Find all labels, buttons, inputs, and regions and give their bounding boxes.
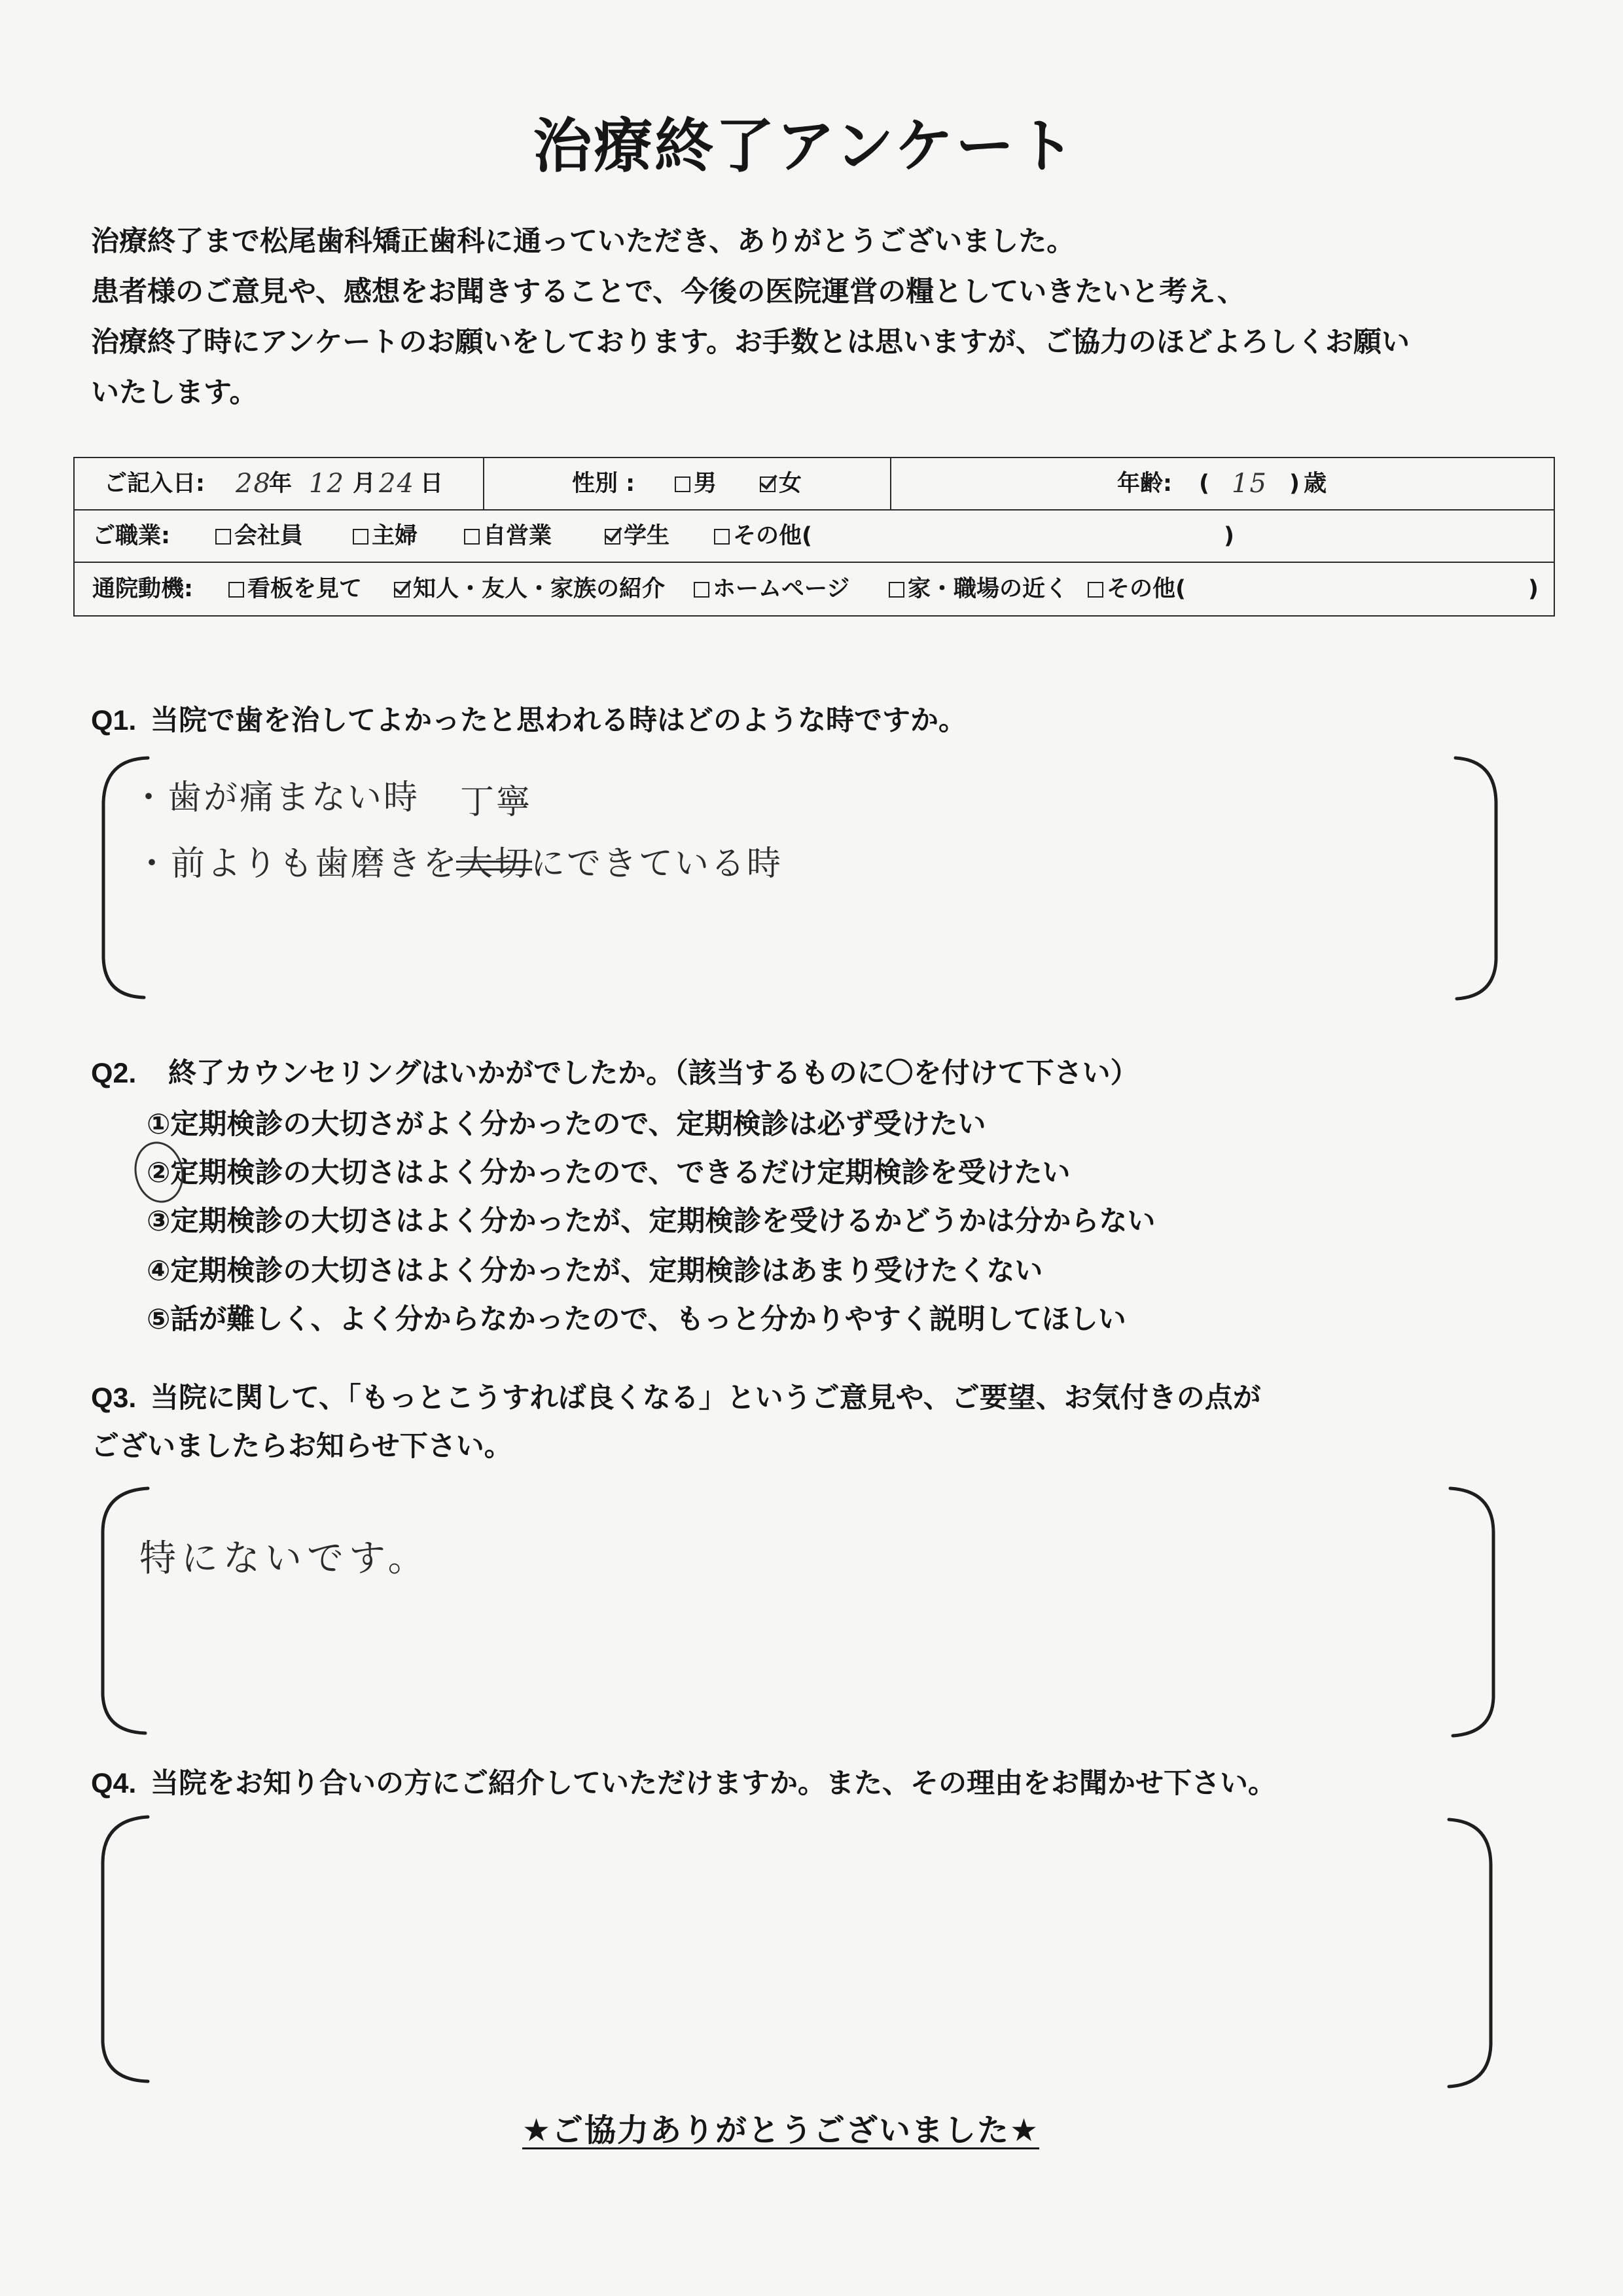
q2-label: Q2. [91, 1058, 137, 1089]
intro-paragraph [91, 217, 1410, 418]
q2-option-4[interactable] [147, 1254, 1043, 1288]
age-close-paren: ) [1289, 471, 1300, 497]
q3-label: Q3. [91, 1382, 137, 1414]
homemaker-checkbox[interactable] [353, 529, 368, 545]
motive-option-referral[interactable] [394, 563, 665, 615]
occupation-option-homemaker[interactable] [353, 511, 418, 562]
q1-heading [91, 704, 967, 738]
gender-option-female[interactable] [760, 458, 802, 509]
q3-heading [91, 1381, 1261, 1415]
occupation-option-self-employed[interactable] [464, 511, 552, 562]
patient-info-table [73, 457, 1555, 617]
row-occupation [75, 511, 1554, 563]
male-label: 男 [694, 471, 717, 497]
motive-option-near-home-work[interactable] [889, 563, 1068, 615]
struck-out-word: 大切 [459, 844, 531, 884]
student-checkbox[interactable] [605, 529, 620, 545]
q2-option-4-text: 定期検診の大切さはよく分かったが、定期検診はあまり受けたくない [170, 1255, 1043, 1287]
q2-option-5-marker[interactable]: ⑤ [147, 1303, 171, 1336]
occupation-other-close-paren: ) [1224, 523, 1234, 549]
signboard-label: 看板を見て [247, 576, 363, 602]
q1-answer-line-1: ・歯が痛まない時 [132, 778, 420, 817]
gender-cell [483, 458, 890, 509]
student-label: 学生 [624, 523, 670, 549]
self-employed-checkbox[interactable] [464, 529, 480, 545]
thank-you-footer: ★ご協力ありがとうございました★ [522, 2112, 1040, 2149]
near-home-work-label: 家・職場の近く [908, 576, 1069, 602]
near-home-work-checkbox[interactable] [889, 582, 904, 598]
q3-answer-text: 特にないです。 [139, 1537, 430, 1580]
occupation-option-other[interactable] [714, 511, 812, 562]
q2-text: 終了カウンセリングはいかがでしたか。（該当するものに〇を付けて下さい） [168, 1057, 1139, 1090]
page-title: 治療終了アンケート [533, 112, 1077, 181]
age-unit: 歳 [1304, 471, 1327, 497]
female-label: 女 [779, 471, 802, 497]
q4-label: Q4. [91, 1768, 137, 1799]
age-label: 年齢: [1117, 471, 1172, 497]
occupation-option-student[interactable] [605, 511, 669, 562]
q1-label: Q1. [91, 705, 137, 736]
q2-option-5[interactable] [147, 1302, 1126, 1336]
q2-option-2-marker[interactable]: ② [147, 1157, 171, 1189]
female-checkbox[interactable] [760, 476, 776, 492]
gender-option-male[interactable] [675, 458, 717, 509]
homepage-label: ホームページ [713, 576, 850, 602]
motive-other-label: その他( [1107, 576, 1186, 602]
inserted-word: 丁寧 [460, 783, 533, 822]
homemaker-label: 主婦 [372, 523, 418, 549]
self-employed-label: 自営業 [483, 523, 552, 549]
referral-checkbox[interactable] [394, 582, 410, 598]
q1-text: 当院で歯を治してよかったと思われる時はどのような時ですか。 [151, 704, 967, 737]
male-checkbox[interactable] [675, 476, 690, 492]
gender-label: 性別 : [572, 471, 635, 497]
date-month-unit: 月 [353, 471, 376, 497]
referral-label: 知人・友人・家族の紹介 [413, 576, 666, 602]
intro-line-1: 治療終了まで松尾歯科矯正歯科に通っていただき、ありがとうございました。 [91, 225, 1075, 258]
occupation-label: ご職業: [92, 523, 170, 549]
q2-option-2[interactable] [147, 1156, 1071, 1190]
motive-other-checkbox[interactable] [1088, 582, 1103, 598]
intro-line-4: いたします。 [91, 376, 258, 409]
q4-heading [91, 1767, 1276, 1801]
date-label: ご記入日: [104, 471, 205, 497]
q2-option-5-text: 話が難しく、よく分からなかったので、もっと分かりやすく説明してほしい [170, 1303, 1126, 1336]
occupation-option-office-worker[interactable] [215, 511, 303, 562]
q1-answer-area[interactable] [103, 757, 1497, 999]
struck-out-correction [459, 783, 533, 887]
q2-option-1[interactable] [147, 1107, 986, 1141]
motive-other-close-paren: ) [1528, 576, 1539, 602]
date-day-value[interactable]: 24 [379, 469, 415, 499]
occupation-other-label: その他( [733, 523, 812, 549]
q2-option-3[interactable] [147, 1204, 1155, 1238]
motive-option-other[interactable] [1088, 563, 1186, 615]
intro-line-2: 患者様のご意見や、感想をお聞きすることで、今後の医院運営の糧としていきたいと考え、 [91, 276, 1245, 308]
occupation-other-checkbox[interactable] [714, 529, 730, 545]
row-date-gender-age [75, 458, 1554, 511]
q2-heading [91, 1056, 1139, 1090]
date-month-value[interactable]: 12 [309, 469, 345, 499]
intro-line-3: 治療終了時にアンケートのお願いをしております。お手数とは思いますが、ご協力のほどよろしくお願い [91, 326, 1410, 359]
date-day-unit: 日 [420, 471, 444, 497]
q4-text: 当院をお知り合いの方にご紹介していただけますか。また、その理由をお聞かせ下さい。 [151, 1767, 1276, 1800]
homepage-checkbox[interactable] [694, 582, 709, 598]
q4-answer-area[interactable] [103, 1817, 1491, 2087]
q2-option-2-text: 定期検診の大切さはよく分かったので、できるだけ定期検診を受けたい [170, 1157, 1071, 1189]
motive-option-homepage[interactable] [694, 563, 849, 615]
q2-option-1-text: 定期検診の大切さがよく分かったので、定期検診は必ず受けたい [170, 1108, 986, 1141]
age-value[interactable]: 15 [1232, 469, 1268, 499]
q3-text-line-2: ございましたらお知らせ下さい。 [91, 1430, 512, 1463]
motive-label: 通院動機: [92, 576, 193, 602]
age-cell [890, 458, 1555, 509]
q2-option-3-text: 定期検診の大切さはよく分かったが、定期検診を受けるかどうかは分からない [170, 1205, 1156, 1238]
q3-answer-area[interactable] [103, 1487, 1494, 1736]
signboard-checkbox[interactable] [228, 582, 244, 598]
age-open-paren: ( [1199, 471, 1209, 497]
q1-answer-line-2-start: ・前よりも歯磨きを [135, 844, 459, 884]
date-year-unit: 年 [269, 471, 293, 497]
date-cell [75, 458, 483, 509]
q1-answer-line-2-end: にできている時 [531, 844, 783, 884]
q2-option-4-marker[interactable]: ④ [147, 1255, 171, 1287]
motive-option-signboard[interactable] [228, 563, 362, 615]
q3-text-line-1: 当院に関して、「もっとこうすれば良くなる」というご意見や、ご要望、お気付きの点が [151, 1382, 1261, 1414]
date-year-value[interactable]: 28 [236, 469, 272, 499]
row-visit-motive [75, 563, 1554, 615]
office-worker-checkbox[interactable] [215, 529, 231, 545]
q2-option-3-marker[interactable]: ③ [147, 1205, 171, 1238]
q2-option-1-marker[interactable]: ① [147, 1108, 171, 1141]
office-worker-label: 会社員 [234, 523, 304, 549]
